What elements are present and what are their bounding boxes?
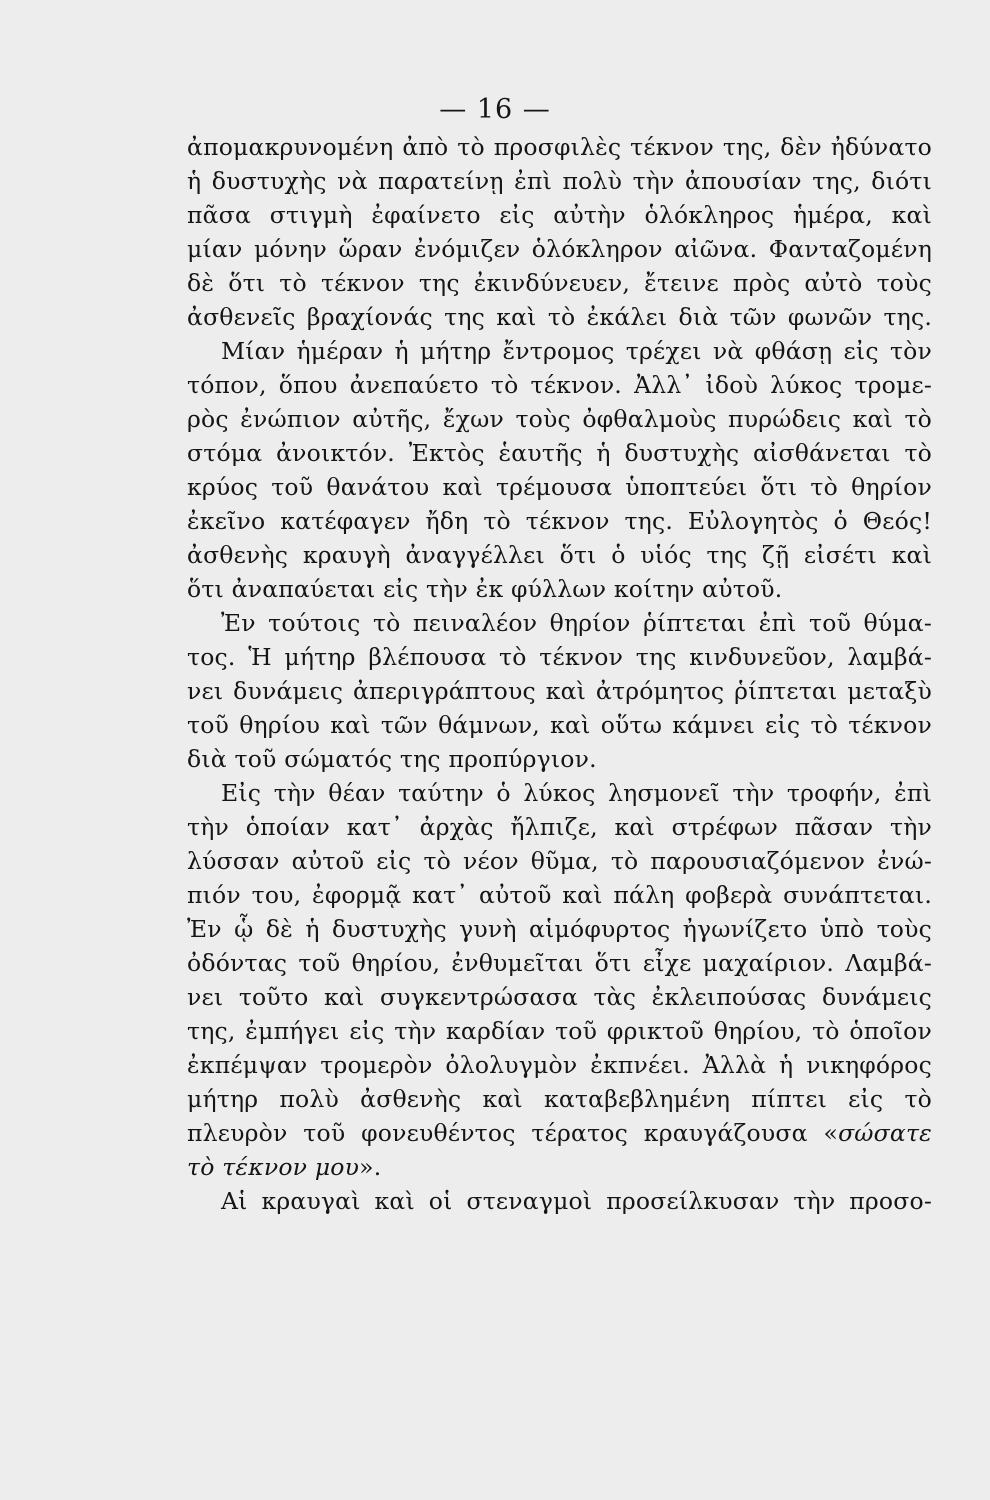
text-line: ἀπομακρυνομένη ἀπὸ τὸ προσφιλὲς τέκνον της, δὲν ἠδύνατο: [187, 133, 932, 161]
text-line: τος. Ἡ μήτηρ βλέπουσα τὸ τέκνον της κινδυνεῦον, λαμβά-: [187, 643, 932, 671]
text-line-segment: πλευρὸν τοῦ φονευθέντος τέρατος κραυγάζουσα «: [187, 1119, 839, 1147]
text-line: ἀσθενεῖς βραχίονάς της καὶ τὸ ἐκάλει διὰ τῶν φωνῶν της.: [187, 303, 932, 331]
text-line: διὰ τοῦ σώματός της προπύργιον.: [187, 745, 597, 773]
text-line: ἡ δυστυχὴς νὰ παρατείνῃ ἐπὶ πολὺ τὴν ἀπουσίαν της, διότι: [187, 167, 932, 195]
text-line: Μίαν ἡμέραν ἡ μήτηρ ἔντρομος τρέχει νὰ φθάσῃ εἰς τὸν: [221, 337, 932, 365]
text-line: νει τοῦτο καὶ συγκεντρώσασα τὰς ἐκλειπούσας δυνάμεις: [187, 983, 932, 1011]
text-line: Ἐν τούτοις τὸ πειναλέον θηρίον ῥίπτεται ἐπὶ τοῦ θύμα-: [221, 609, 932, 637]
text-line: ὀδόντας τοῦ θηρίου, ἐνθυμεῖται ὅτι εἶχε μαχαίριον. Λαμβά-: [187, 949, 932, 977]
text-line: μίαν μόνην ὥραν ἐνόμιζεν ὁλόκληρον αἰῶνα. Φανταζομένη: [187, 235, 932, 263]
italic-quote: τὸ τέκνον μου: [187, 1153, 360, 1181]
italic-quote: σώσατε: [838, 1119, 932, 1147]
text-line: τοῦ θηρίου καὶ τῶν θάμνων, καὶ οὕτω κάμνει εἰς τὸ τέκνον: [187, 711, 932, 739]
text-line: στόμα ἀνοικτόν. Ἐκτὸς ἑαυτῆς ἡ δυστυχὴς αἰσθάνεται τὸ: [187, 439, 932, 467]
text-line: λύσσαν αὐτοῦ εἰς τὸ νέον θῦμα, τὸ παρουσιαζόμενον ἐνώ-: [187, 847, 932, 875]
text-line: Εἰς τὴν θέαν ταύτην ὁ λύκος λησμονεῖ τὴν τροφήν, ἐπὶ: [221, 779, 932, 807]
text-line: νει δυνάμεις ἀπεριγράπτους καὶ ἀτρόμητος ῥίπτεται μεταξὺ: [187, 677, 932, 705]
text-line: [187, 1150, 932, 1184]
text-line: πιόν του, ἐφορμᾷ κατ᾽ αὐτοῦ καὶ πάλη φοβερὰ συνάπτεται.: [187, 881, 932, 909]
text-line: ρὸς ἐνώπιον αὐτῆς, ἔχων τοὺς ὀφθαλμοὺς πυρώδεις καὶ τὸ: [187, 405, 932, 433]
body-text: [187, 130, 932, 1218]
text-line-segment: ».: [359, 1153, 382, 1181]
text-line: τὴν ὁποίαν κατ᾽ ἀρχὰς ἤλπιζε, καὶ στρέφων πᾶσαν τὴν: [187, 813, 932, 841]
text-line: ὅτι ἀναπαύεται εἰς τὴν ἐκ φύλλων κοίτην αὐτοῦ.: [187, 575, 783, 603]
text-line: ἀσθενὴς κραυγὴ ἀναγγέλλει ὅτι ὁ υἱός της ζῇ εἰσέτι καὶ: [187, 541, 932, 569]
text-line: τόπον, ὅπου ἀνεπαύετο τὸ τέκνον. Ἀλλ᾽ ἰδοὺ λύκος τρομε-: [187, 371, 932, 399]
text-line: δὲ ὅτι τὸ τέκνον της ἐκινδύνευεν, ἔτεινε πρὸς αὐτὸ τοὺς: [187, 269, 932, 297]
text-line: ἐκεῖνο κατέφαγεν ἤδη τὸ τέκνον της. Εὐλογητὸς ὁ Θεός!: [187, 507, 932, 535]
text-line: μήτηρ πολὺ ἀσθενὴς καὶ καταβεβλημένη πίπτει εἰς τὸ: [187, 1085, 932, 1113]
text-line: κρύος τοῦ θανάτου καὶ τρέμουσα ὑποπτεύει ὅτι τὸ θηρίον: [187, 473, 932, 501]
page-number: — 16 —: [439, 94, 551, 125]
text-line: πᾶσα στιγμὴ ἐφαίνετο εἰς αὐτὴν ὁλόκληρος ἡμέρα, καὶ: [187, 201, 932, 229]
text-line: Ἐν ᾧ δὲ ἡ δυστυχὴς γυνὴ αἱμόφυρτος ἠγωνίζετο ὑπὸ τοὺς: [187, 915, 932, 943]
text-line: της, ἐμπήγει εἰς τὴν καρδίαν τοῦ φρικτοῦ θηρίου, τὸ ὁποῖον: [187, 1017, 932, 1045]
text-line: [187, 1116, 932, 1150]
text-line: ἐκπέμψαν τρομερὸν ὀλολυγμὸν ἐκπνέει. Ἀλλὰ ἡ νικηφόρος: [187, 1051, 932, 1079]
text-line: Αἱ κραυγαὶ καὶ οἱ στεναγμοὶ προσείλκυσαν τὴν προσο-: [221, 1187, 932, 1215]
